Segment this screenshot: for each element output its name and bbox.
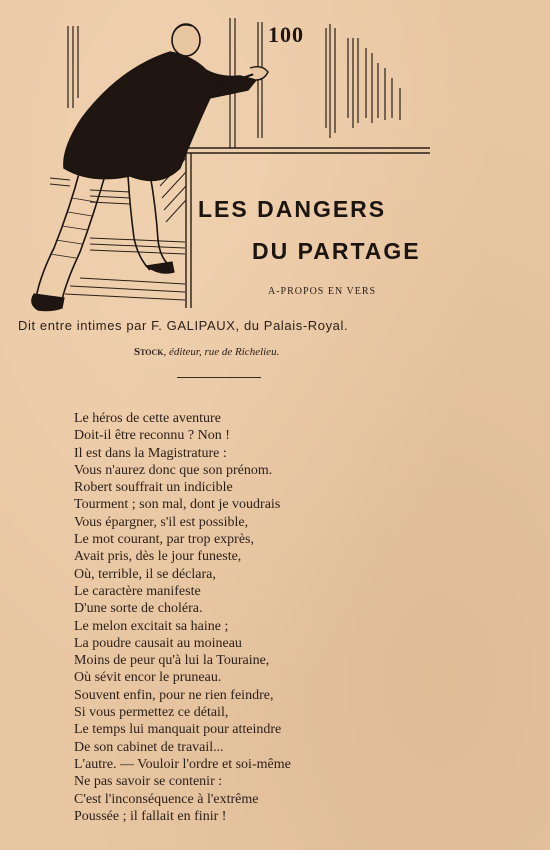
poem-line: Le héros de cette aventure [74,411,221,426]
poem-line: Poussée ; il fallait en finir ! [74,808,227,824]
poem-line: Il est dans la Magistrature : [74,445,227,461]
poem-line: Robert souffrait un indicible [74,480,233,496]
poem-line: D'une sorte de choléra. [74,601,203,617]
title-line-2: DU PARTAGE [252,238,421,264]
poem-line: Avait pris, dès le jour funeste, [74,549,242,565]
poem-line: Ne pas savoir se contenir : [74,774,223,790]
publisher-address: , éditeur, rue de Richelieu. [163,346,280,358]
poem-line: Souvent enfin, pour ne rien feindre, [74,687,274,703]
poem-line: De son cabinet de travail... [74,739,224,755]
poem-line: Tourment ; son mal, dont je voudrais [74,497,281,513]
poem-line: Vous n'aurez donc que son prénom. [74,462,273,478]
poem-line: Le caractère manifeste [74,583,201,599]
publisher-line [134,346,279,358]
man-at-door-illustration [10,8,430,318]
poem-line: Vous épargner, s'il est possible, [74,514,249,530]
subtitle: A-PROPOS EN VERS [268,286,377,297]
poem-line: Où, terrible, il se déclara, [74,566,216,582]
poem-line: Doit-il être reconnu ? Non ! [74,428,230,444]
publisher-name: Stock [134,346,164,358]
poem-line: C'est l'inconséquence à l'extrême [74,791,259,807]
dedication: Dit entre intimes par F. GALIPAUX, du Palais-Royal. [18,318,349,333]
poem-line: Moins de peur qu'à lui la Touraine, [74,653,270,669]
poem [74,410,404,825]
poem-line: Si vous permettez ce détail, [74,705,229,721]
poem-line: Le temps lui manquait pour atteindre [74,722,282,738]
page-number: 100 [268,22,304,47]
poem-line: Le melon excitait sa haine ; [74,618,229,634]
poem-line: Le mot courant, par trop exprès, [74,532,254,548]
poem-line: La poudre causait au moineau [74,635,242,651]
title-line-1: LES DANGERS [198,196,387,222]
poem-line: L'autre. — Vouloir l'ordre et soi-même [74,756,291,772]
poem-line: Où sévit encor le pruneau. [74,670,222,686]
separator-rule [177,377,261,378]
